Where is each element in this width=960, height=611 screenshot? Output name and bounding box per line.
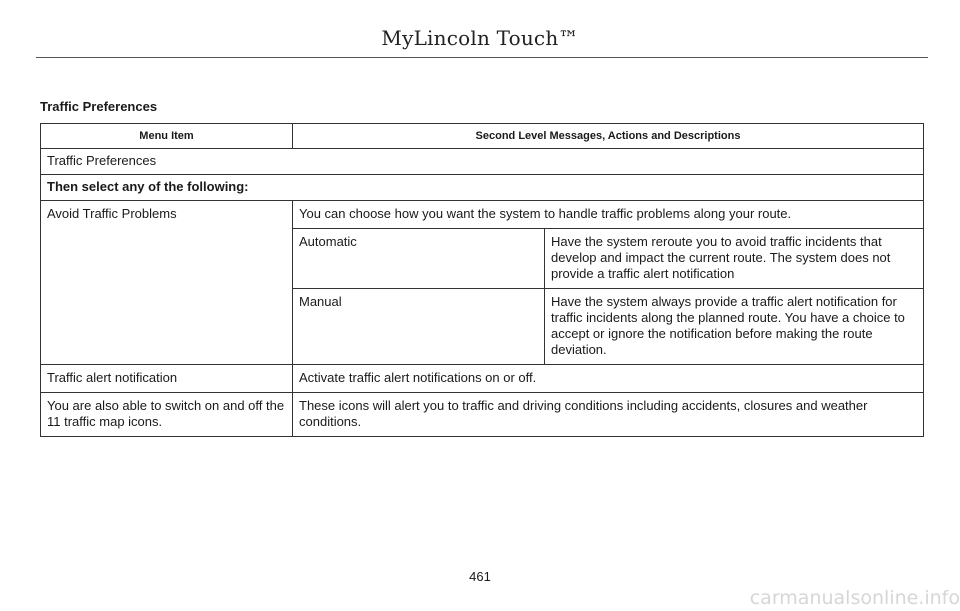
table-cell (545, 229, 924, 289)
traffic-icons-label: You are also able to switch on and off the 11 traffic map icons. (47, 398, 285, 429)
row-select-any: Then select any of the following: (47, 179, 249, 194)
row-traffic-preferences: Traffic Preferences (47, 153, 157, 168)
table-header-row (41, 124, 924, 149)
column-header-second-level: Second Level Messages, Actions and Descriptions (293, 124, 924, 149)
table-row (41, 149, 924, 175)
table-cell (41, 365, 293, 393)
avoid-traffic-label: Avoid Traffic Problems (47, 206, 177, 221)
traffic-alert-label: Traffic alert notification (47, 370, 178, 385)
page-number: 461 (469, 569, 491, 584)
table-cell (293, 365, 924, 393)
header-divider (36, 57, 928, 58)
watermark: carmanualsonline.info (749, 587, 960, 609)
table-cell (41, 175, 924, 201)
table-cell (293, 289, 545, 365)
traffic-preferences-table (40, 123, 924, 437)
table-row (41, 175, 924, 201)
table-row (41, 201, 924, 229)
page-header-title: MyLincoln Touch™ (381, 26, 579, 50)
option-automatic-description: Have the system reroute you to avoid traffic incidents that develop and impact the current route. The system does not provide a traffic alert notification (551, 234, 891, 281)
section-heading: Traffic Preferences (40, 99, 158, 114)
table-cell (41, 149, 924, 175)
table-cell (41, 393, 293, 437)
table-row (41, 393, 924, 437)
table-cell (41, 201, 293, 365)
avoid-traffic-description: You can choose how you want the system to handle traffic problems along your route. (299, 206, 792, 221)
option-manual-label: Manual (299, 294, 342, 309)
table-cell (293, 229, 545, 289)
option-manual-description: Have the system always provide a traffic alert notification for traffic incidents along the planned route. You have a choice to accept or ignore the notification before making the route deviation. (551, 294, 905, 357)
table-cell (293, 393, 924, 437)
option-automatic-label: Automatic (299, 234, 357, 249)
column-header-menu-item: Menu Item (41, 124, 293, 149)
table-cell (545, 289, 924, 365)
table-row (41, 365, 924, 393)
traffic-alert-description: Activate traffic alert notifications on or off. (299, 370, 537, 385)
traffic-icons-description: These icons will alert you to traffic and driving conditions including accidents, closures and weather conditions. (299, 398, 868, 429)
table-cell (293, 201, 924, 229)
